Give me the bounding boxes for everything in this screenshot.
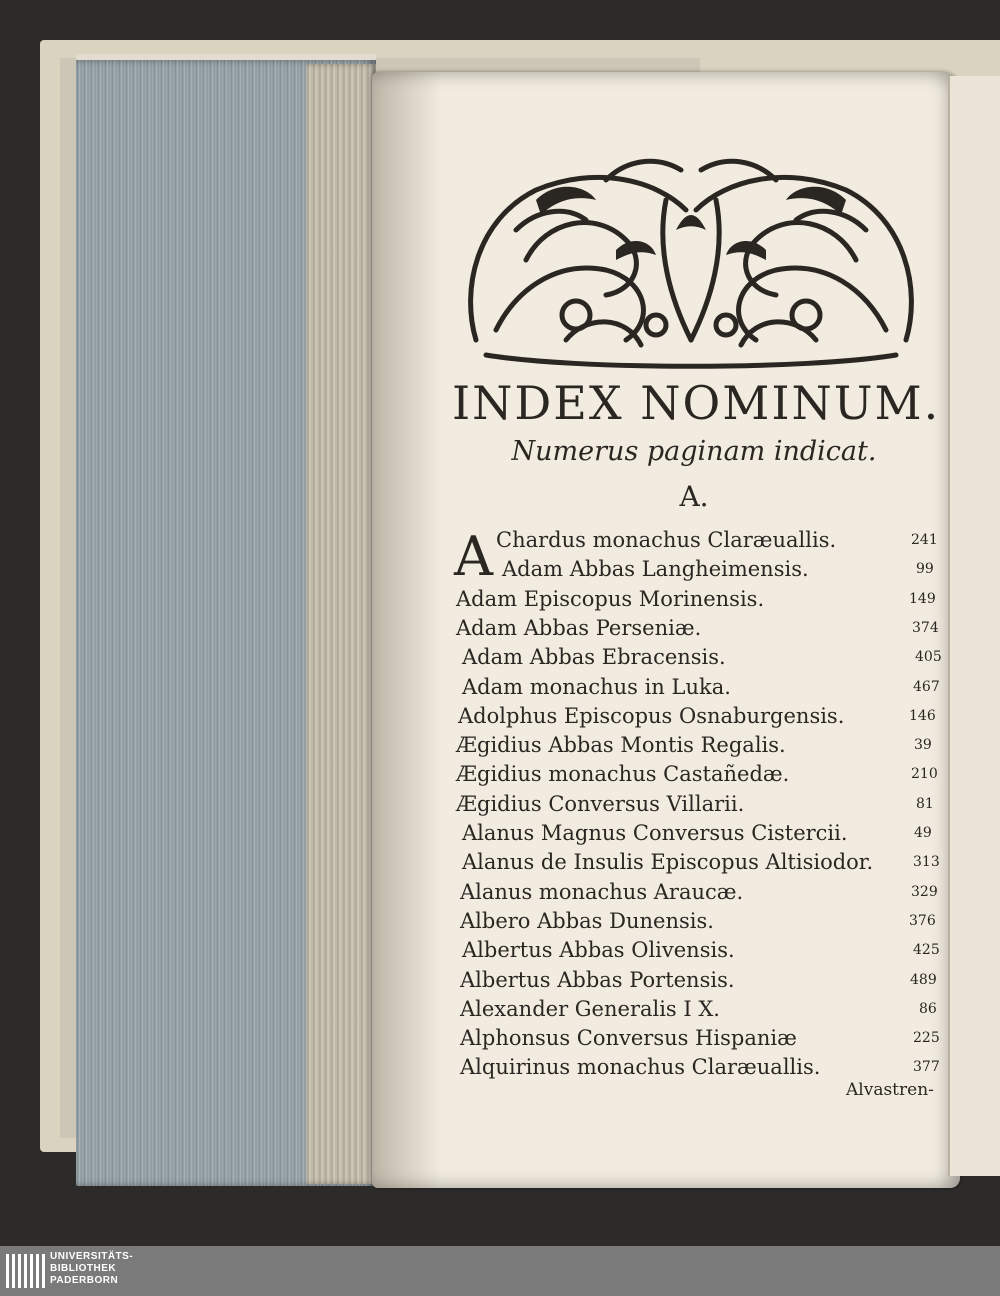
section-letter: A. bbox=[679, 480, 709, 513]
index-subtitle: Numerus paginam indicat. bbox=[511, 436, 877, 467]
index-entry-page: 329 bbox=[911, 883, 938, 900]
index-entry-name: Alanus de Insulis Episcopus Altisiodor. bbox=[462, 850, 874, 875]
index-entry-name: Albero Abbas Dunensis. bbox=[460, 908, 714, 933]
library-name-line3: PADERBORN bbox=[50, 1275, 119, 1286]
index-entry-name: Adam Abbas Ebracensis. bbox=[462, 645, 726, 670]
index-entry-page: 86 bbox=[919, 1000, 937, 1017]
index-entry-name: Adam Abbas Perseniæ. bbox=[456, 615, 702, 640]
index-entry-name: Adam Abbas Langheimensis. bbox=[502, 557, 809, 582]
index-entry-page: 81 bbox=[916, 795, 934, 812]
index-entry-name: Alphonsus Conversus Hispaniæ bbox=[460, 1026, 797, 1051]
index-entry-name: Albertus Abbas Portensis. bbox=[460, 967, 735, 992]
index-entry-page: 376 bbox=[909, 912, 936, 929]
index-entry-name: Adam Episcopus Morinensis. bbox=[456, 586, 765, 611]
index-entry-name: Albertus Abbas Olivensis. bbox=[462, 938, 735, 963]
index-entry-page: 225 bbox=[913, 1030, 940, 1047]
index-entry-name: Adolphus Episcopus Osnaburgensis. bbox=[458, 703, 845, 728]
index-entry-page: 467 bbox=[913, 678, 940, 695]
library-name-line1: UNIVERSITÄTS- bbox=[50, 1251, 134, 1262]
index-entry-name: Alexander Generalis I X. bbox=[460, 996, 720, 1021]
index-title: INDEX NOMINUM. bbox=[452, 376, 941, 430]
index-entry-page: 425 bbox=[913, 942, 940, 959]
index-entry-page: 489 bbox=[910, 971, 937, 988]
drop-capital: A bbox=[454, 525, 493, 588]
index-entry-name: Ægidius monachus Castañedæ. bbox=[456, 762, 790, 787]
index-entry-name: Chardus monachus Claræuallis. bbox=[496, 528, 837, 552]
catchword: Alvastren- bbox=[846, 1080, 934, 1100]
index-entry-name: Alquirinus monachus Claræuallis. bbox=[460, 1055, 821, 1080]
library-name-line2: BIBLIOTHEK bbox=[50, 1263, 117, 1274]
index-entry-name: Ægidius Abbas Montis Regalis. bbox=[456, 733, 786, 758]
index-entry-page: 39 bbox=[914, 737, 932, 754]
index-entry-page: 313 bbox=[913, 854, 940, 871]
library-logo-icon bbox=[4, 1250, 46, 1292]
index-entry-name: Alanus monachus Araucæ. bbox=[460, 879, 744, 904]
index-entry-name: Adam monachus in Luka. bbox=[462, 674, 731, 699]
index-entry-page: 374 bbox=[912, 619, 939, 636]
index-entry-page: 99 bbox=[916, 561, 934, 578]
library-footer-bar bbox=[0, 1246, 1000, 1296]
index-entry-page: 405 bbox=[915, 649, 942, 666]
index-entry-page: 377 bbox=[913, 1059, 940, 1076]
index-entry-name: Ægidius Conversus Villarii. bbox=[456, 791, 745, 816]
index-entry-page: 49 bbox=[914, 825, 932, 841]
index-entry-name: Alanus Magnus Conversus Cistercii. bbox=[462, 821, 848, 845]
index-entry-page: 149 bbox=[909, 590, 936, 607]
index-entry-page: 210 bbox=[911, 766, 938, 783]
index-entry-page: 146 bbox=[909, 707, 936, 724]
index-entry-page: 241 bbox=[911, 532, 938, 548]
